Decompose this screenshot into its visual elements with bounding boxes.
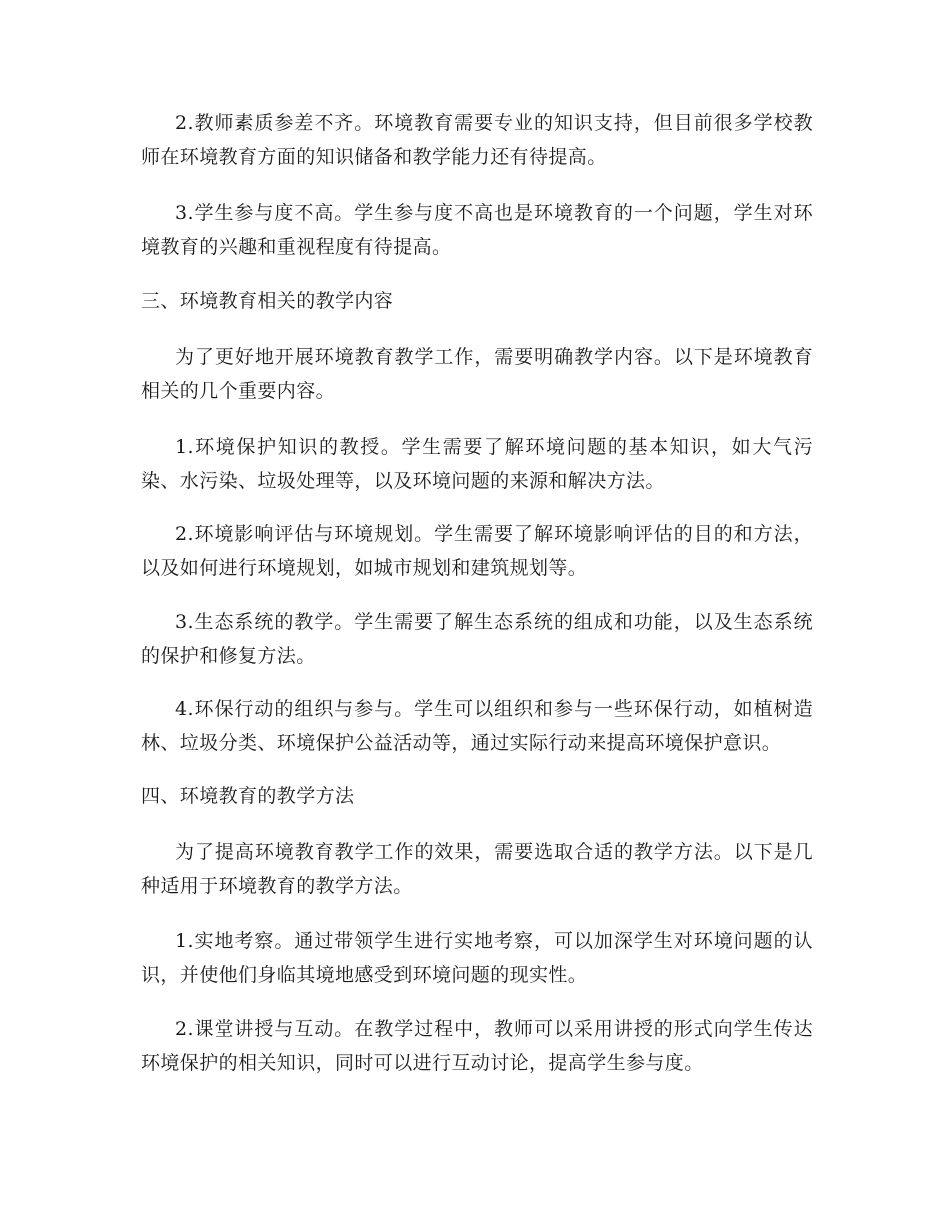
paragraph-eco-action: 4.环保行动的组织与参与。学生可以组织和参与一些环保行动，如植树造林、垃圾分类、环境保护公益活动等，通过实际行动来提高环境保护意识。 bbox=[141, 698, 813, 754]
paragraph-protection-knowledge: 1.环境保护知识的教授。学生需要了解环境问题的基本知识，如大气污染、水污染、垃圾处理等，以及环境问题的来源和解决方法。 bbox=[141, 436, 813, 492]
paragraph-impact-planning: 2.环境影响评估与环境规划。学生需要了解环境影响评估的目的和方法，以及如何进行环境规划，如城市规划和建筑规划等。 bbox=[141, 523, 813, 579]
paragraph-content-intro: 为了更好地开展环境教育教学工作，需要明确教学内容。以下是环境教育相关的几个重要内容。 bbox=[141, 346, 813, 402]
paragraph-methods-intro: 为了提高环境教育教学工作的效果，需要选取合适的教学方法。以下是几种适用于环境教育的教学方法。 bbox=[141, 841, 813, 897]
paragraph-student-participation: 3.学生参与度不高。学生参与度不高也是环境教育的一个问题，学生对环境教育的兴趣和重视程度有待提高。 bbox=[141, 202, 813, 258]
section-heading-teaching-methods: 四、环境教育的教学方法 bbox=[141, 785, 355, 807]
paragraph-ecosystem: 3.生态系统的教学。学生需要了解生态系统的组成和功能，以及生态系统的保护和修复方法。 bbox=[141, 611, 813, 667]
paragraph-teacher-quality: 2.教师素质参差不齐。环境教育需要专业的知识支持，但目前很多学校教师在环境教育方面的知识储备和教学能力还有待提高。 bbox=[141, 112, 813, 168]
section-heading-teaching-content: 三、环境教育相关的教学内容 bbox=[141, 290, 394, 312]
paragraph-field-study: 1.实地考察。通过带领学生进行实地考察，可以加深学生对环境问题的认识，并使他们身临其境地感受到环境问题的现实性。 bbox=[141, 930, 813, 986]
paragraph-classroom-lecture: 2.课堂讲授与互动。在教学过程中，教师可以采用讲授的形式向学生传达环境保护的相关知识，同时可以进行互动讨论，提高学生参与度。 bbox=[141, 1018, 813, 1074]
